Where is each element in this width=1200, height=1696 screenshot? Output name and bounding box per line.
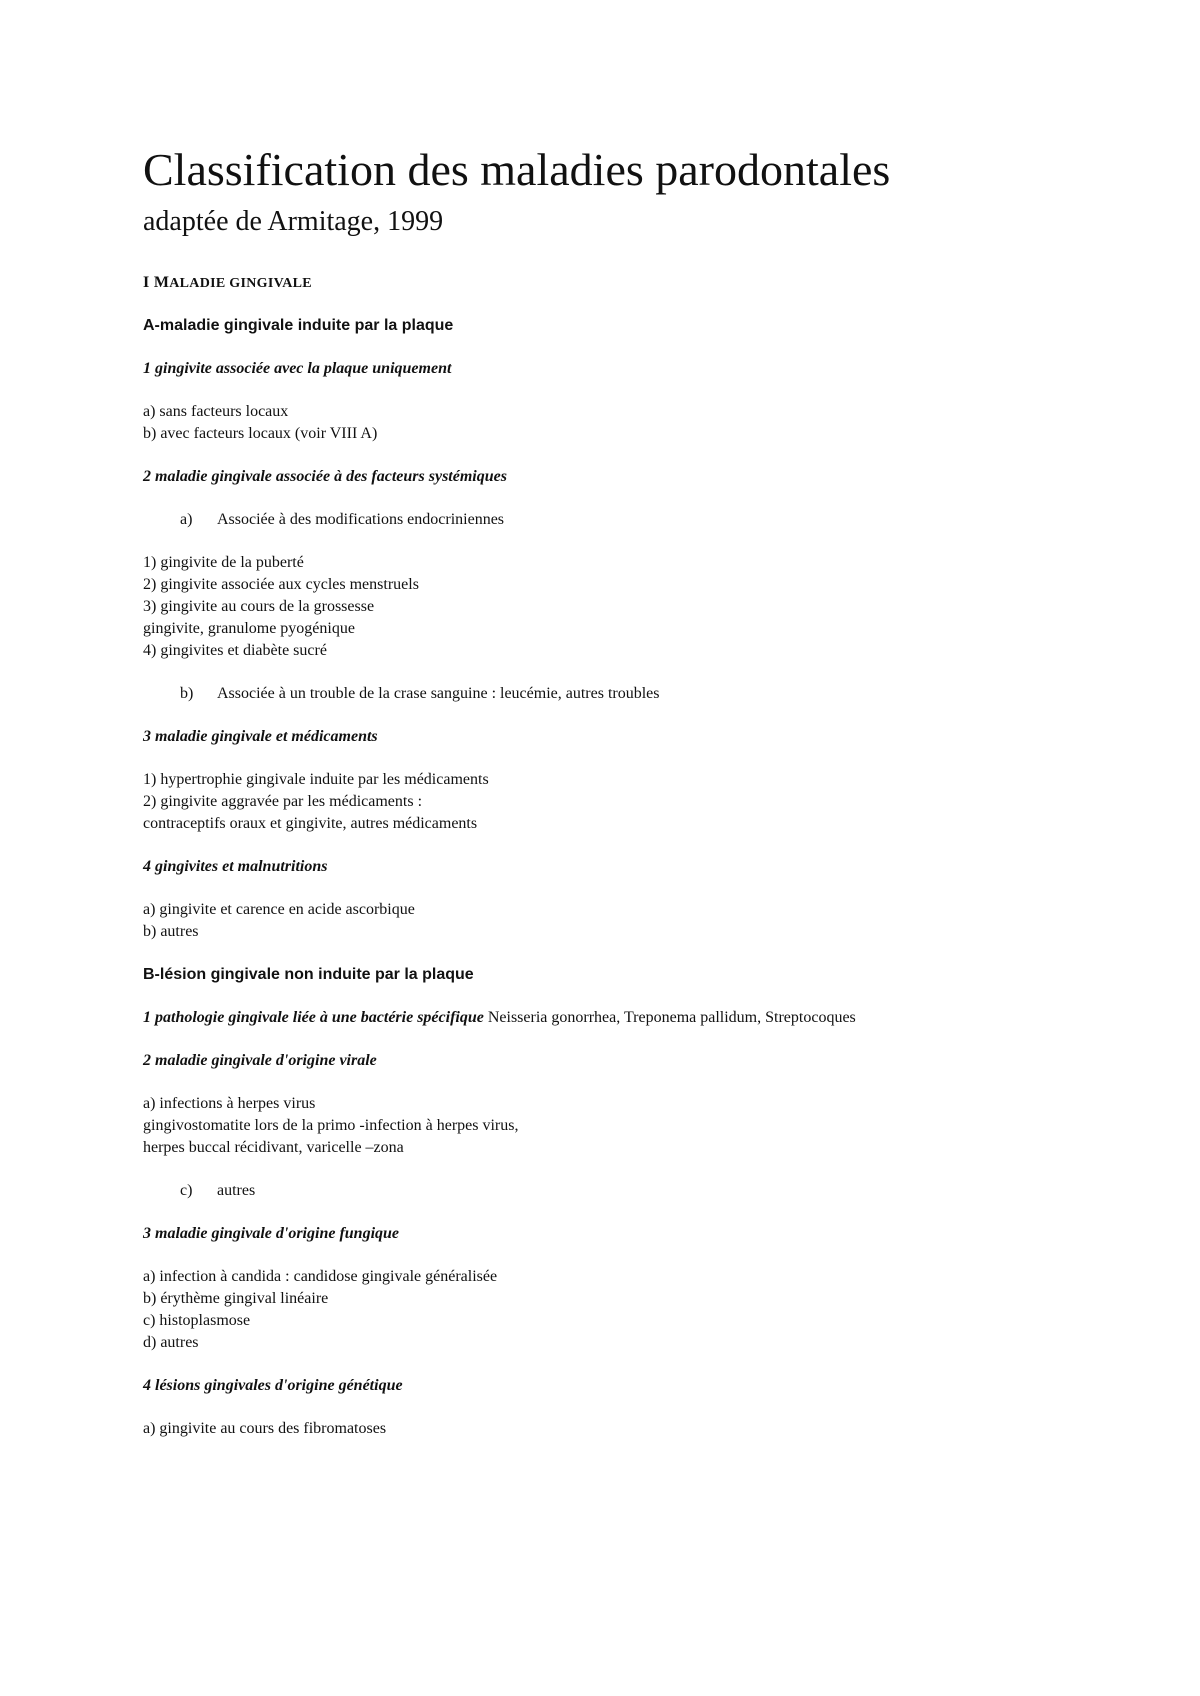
b4-item: a) gingivite au cours des fibromatoses bbox=[143, 1420, 387, 1437]
a2-item: 3) gingivite au cours de la grossesse bbox=[143, 598, 375, 615]
b4-heading: 4 lésions gingivales d'origine génétique bbox=[143, 1377, 403, 1394]
page-title: Classification des maladies parodontales bbox=[143, 144, 891, 195]
a1-item: b) avec facteurs locaux (voir VIII A) bbox=[143, 425, 378, 442]
list-text: autres bbox=[217, 1182, 256, 1199]
a2-item: gingivite, granulome pyogénique bbox=[143, 620, 355, 637]
b1-text: Neisseria gonorrhea, Treponema pallidum, Streptocoques bbox=[483, 1009, 856, 1026]
a1-item: a) sans facteurs locaux bbox=[143, 403, 289, 420]
section-heading bbox=[143, 273, 312, 294]
a4-heading: 4 gingivites et malnutritions bbox=[143, 858, 328, 875]
b2-item: gingivostomatite lors de la primo -infection à herpes virus, bbox=[143, 1117, 519, 1134]
a2-sub-a bbox=[180, 510, 504, 530]
a2-item: 2) gingivite associée aux cycles menstruels bbox=[143, 576, 419, 593]
b2-item: herpes buccal récidivant, varicelle –zona bbox=[143, 1139, 404, 1156]
a3-item: 2) gingivite aggravée par les médicaments : bbox=[143, 793, 423, 810]
list-text: Associée à un trouble de la crase sanguine : leucémie, autres troubles bbox=[217, 685, 660, 702]
b3-item: c) histoplasmose bbox=[143, 1312, 251, 1329]
b2-sub-c bbox=[180, 1181, 255, 1201]
a2-item: 4) gingivites et diabète sucré bbox=[143, 642, 327, 659]
section-number: I bbox=[143, 274, 150, 291]
list-label: b) bbox=[180, 685, 194, 702]
a3-item: 1) hypertrophie gingivale induite par les médicaments bbox=[143, 771, 489, 788]
b3-item: d) autres bbox=[143, 1334, 199, 1351]
page-subtitle: adaptée de Armitage, 1999 bbox=[143, 206, 444, 237]
a4-item: a) gingivite et carence en acide ascorbique bbox=[143, 901, 415, 918]
a2-item: 1) gingivite de la puberté bbox=[143, 554, 304, 571]
a4-item: b) autres bbox=[143, 923, 199, 940]
section-initial: M bbox=[153, 274, 170, 291]
section-title-rest: ALADIE GINGIVALE bbox=[169, 276, 312, 291]
b1-line bbox=[143, 1008, 856, 1028]
b2-heading: 2 maladie gingivale d'origine virale bbox=[143, 1052, 377, 1069]
b3-item: a) infection à candida : candidose gingivale généralisée bbox=[143, 1268, 498, 1285]
list-text: Associée à des modifications endocriniennes bbox=[217, 511, 505, 528]
a3-heading: 3 maladie gingivale et médicaments bbox=[143, 728, 378, 745]
part-b-heading: B-lésion gingivale non induite par la plaque bbox=[143, 966, 474, 983]
part-a-heading: A-maladie gingivale induite par la plaque bbox=[143, 317, 454, 334]
a2-heading: 2 maladie gingivale associée à des facteurs systémiques bbox=[143, 468, 507, 485]
a2-sub-b bbox=[180, 684, 660, 704]
b3-item: b) érythème gingival linéaire bbox=[143, 1290, 329, 1307]
b3-heading: 3 maladie gingivale d'origine fungique bbox=[143, 1225, 400, 1242]
b2-item: a) infections à herpes virus bbox=[143, 1095, 316, 1112]
b1-heading: 1 pathologie gingivale liée à une bactérie spécifique bbox=[143, 1009, 484, 1026]
list-label: c) bbox=[180, 1182, 193, 1199]
a3-item: contraceptifs oraux et gingivite, autres médicaments bbox=[143, 815, 478, 832]
list-label: a) bbox=[180, 511, 193, 528]
a1-heading: 1 gingivite associée avec la plaque uniquement bbox=[143, 360, 452, 377]
